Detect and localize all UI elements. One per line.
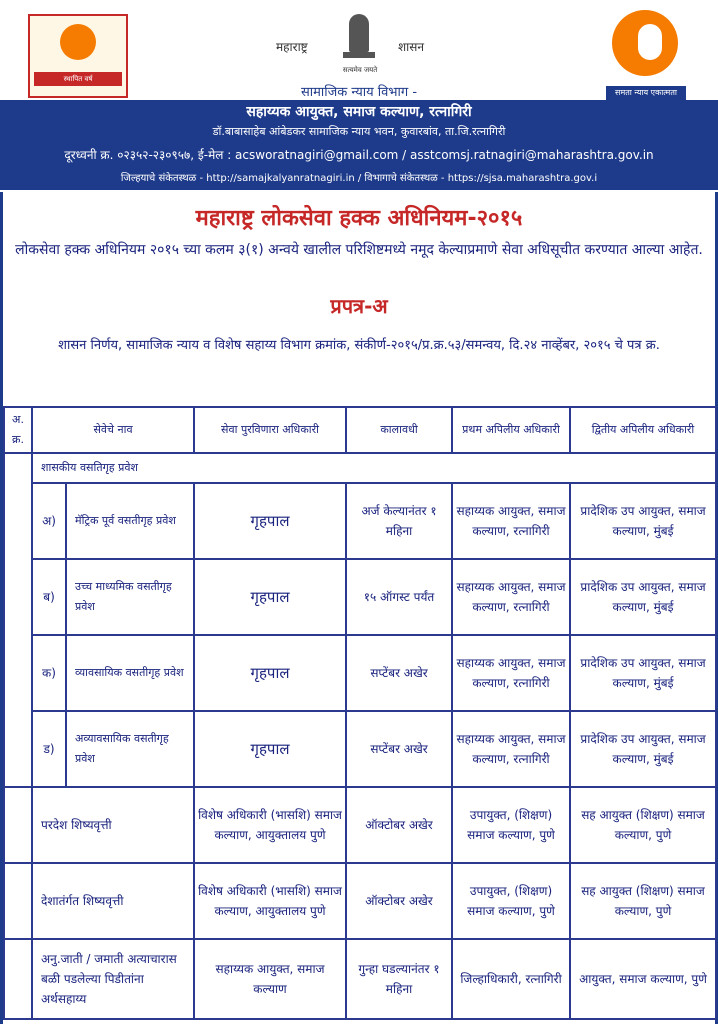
officer: विशेष अधिकारी (भासशि) समाज कल्याण, आयुक्तालय पुणे [194,787,346,863]
sun-icon [60,24,96,60]
period: सप्टेंबर अखेर [346,635,452,711]
second-appellate: प्रादेशिक उप आयुक्त, समाज कल्याण, मुंबई [570,711,716,787]
row-number: ब) [32,559,66,635]
table-row [4,939,716,1019]
period: ऑक्टोबर अखेर [346,863,452,939]
period: अर्ज केल्यानंतर १ महिना [346,483,452,559]
officer: गृहपाल [194,483,346,559]
service-name: मॅट्रिक पूर्व वसतीगृह प्रवेश [66,483,194,559]
table-row [4,483,716,559]
header-cell: प्रथम अपिलीय अधिकारी [452,407,570,453]
first-appellate: जिल्हाधिकारी, रत्नागिरी [452,939,570,1019]
dept-name: सामाजिक न्याय विभाग - [300,85,418,100]
second-appellate: आयुक्त, समाज कल्याण, पुणे [570,939,716,1019]
first-appellate: सहाय्यक आयुक्त, समाज कल्याण, रत्नागिरी [452,483,570,559]
officer: विशेष अधिकारी (भासशि) समाज कल्याण, आयुक्तालय पुणे [194,863,346,939]
second-appellate: सह आयुक्त (शिक्षण) समाज कल्याण, पुणे [570,863,716,939]
service-name: अव्यावसायिक वसतीगृह प्रवेश [66,711,194,787]
period: ऑक्टोबर अखेर [346,787,452,863]
national-emblem-icon [341,10,377,66]
contact-info: दूरध्वनी क्र. ०२३५२-२३०९५७, ई-मेल : acsworatnagiri@gmail.com / asstcomsj.ratnagiri@maharashtra.gov.in [64,148,654,162]
header-cell: सेवेचे नाव [32,407,194,453]
first-appellate: सहाय्यक आयुक्त, समाज कल्याण, रत्नागिरी [452,635,570,711]
officer: सहाय्यक आयुक्त, समाज कल्याण [194,939,346,1019]
period: सप्टेंबर अखेर [346,711,452,787]
service-name: अनु.जाती / जमाती अत्याचारास बळी पडलेल्या पिडीतांना अर्थसहाय्य [32,939,194,1019]
logo-slogan: समता न्याय एकात्मता [606,86,686,100]
header-cell: अ. क्र. [4,407,32,453]
service-name: देशातंर्गत शिष्यवृत्ती [32,863,194,939]
header-cell: द्वितीय अपिलीय अधिकारी [570,407,716,453]
second-appellate: प्रादेशिक उप आयुक्त, समाज कल्याण, मुंबई [570,635,716,711]
document-body [0,192,718,1024]
period: गुन्हा घडल्यानंतर १ महिना [346,939,452,1019]
first-appellate: सहाय्यक आयुक्त, समाज कल्याण, रत्नागिरी [452,711,570,787]
office-name: सहाय्यक आयुक्त, समाज कल्याण, रत्नागिरी [246,104,472,120]
office-address: डॉ.बाबासाहेब आंबेडकर सामाजिक न्याय भवन, कुवारबांव, ता.जि.रत्नागिरी [212,125,506,138]
period: १५ ऑगस्ट पर्यंत [346,559,452,635]
row-number: ड) [32,711,66,787]
service-name: परदेश शिष्यवृत्ती [32,787,194,863]
section-row [4,453,716,483]
logo-band: स्थापित वर्ष [34,72,122,86]
intro-paragraph: लोकसेवा हक्क अधिनियम २०१५ च्या कलम ३(१) अन्वये खालील परिशिष्टमध्ये नमूद केल्याप्रमाणे सेवा अधिसूचीत करण्यात आल्या आहेत. [15,242,703,258]
service-name: व्यावसायिक वसतीगृह प्रवेश [66,635,194,711]
page-title: महाराष्ट्र लोकसेवा हक्क अधिनियम-२०१५ [195,206,523,231]
table-row [4,559,716,635]
form-subtitle: प्रपत्र-अ [330,294,388,318]
table-row [4,863,716,939]
reference-paragraph: शासन निर्णय, सामाजिक न्याय व विशेष सहाय्य विभाग क्रमांक, संकीर्ण-२०१५/प्र.क्र.५३/समन्वय, दि.२४ नाव्हेंबर, २०१५ चे पत्र क्र. [58,338,660,353]
section-title: शासकीय वसतिगृह प्रवेश [32,453,716,483]
row-number: अ) [32,483,66,559]
motto: सत्यमेव जयते [342,66,378,74]
first-appellate: उपायुक्त, (शिक्षण) समाज कल्याण, पुणे [452,863,570,939]
hand-icon [612,10,678,76]
second-appellate: सह आयुक्त (शिक्षण) समाज कल्याण, पुणे [570,787,716,863]
officer: गृहपाल [194,711,346,787]
table-row [4,711,716,787]
maharashtra-label: महाराष्ट्र [276,40,308,54]
shasan-label: शासन [398,40,425,54]
services-table [3,406,717,1020]
table-header-row [4,407,716,453]
websites: जिल्हयाचे संकेतस्थळ - http://samajkalyanratnagiri.in / विभागाचे संकेतस्थळ - https://sjsa.maharashtra.gov.i [120,173,598,184]
social-justice-logo [606,10,686,97]
first-appellate: उपायुक्त, (शिक्षण) समाज कल्याण, पुणे [452,787,570,863]
officer: गृहपाल [194,559,346,635]
officer: गृहपाल [194,635,346,711]
service-name: उच्च माध्यमिक वसतीगृह प्रवेश [66,559,194,635]
header-cell: कालावधी [346,407,452,453]
second-appellate: प्रादेशिक उप आयुक्त, समाज कल्याण, मुंबई [570,483,716,559]
table-row [4,787,716,863]
first-appellate: सहाय्यक आयुक्त, समाज कल्याण, रत्नागिरी [452,559,570,635]
table-row [4,635,716,711]
row-number: क) [32,635,66,711]
second-appellate: प्रादेशिक उप आयुक्त, समाज कल्याण, मुंबई [570,559,716,635]
letterhead [0,0,718,190]
header-cell: सेवा पुरविणारा अधिकारी [194,407,346,453]
